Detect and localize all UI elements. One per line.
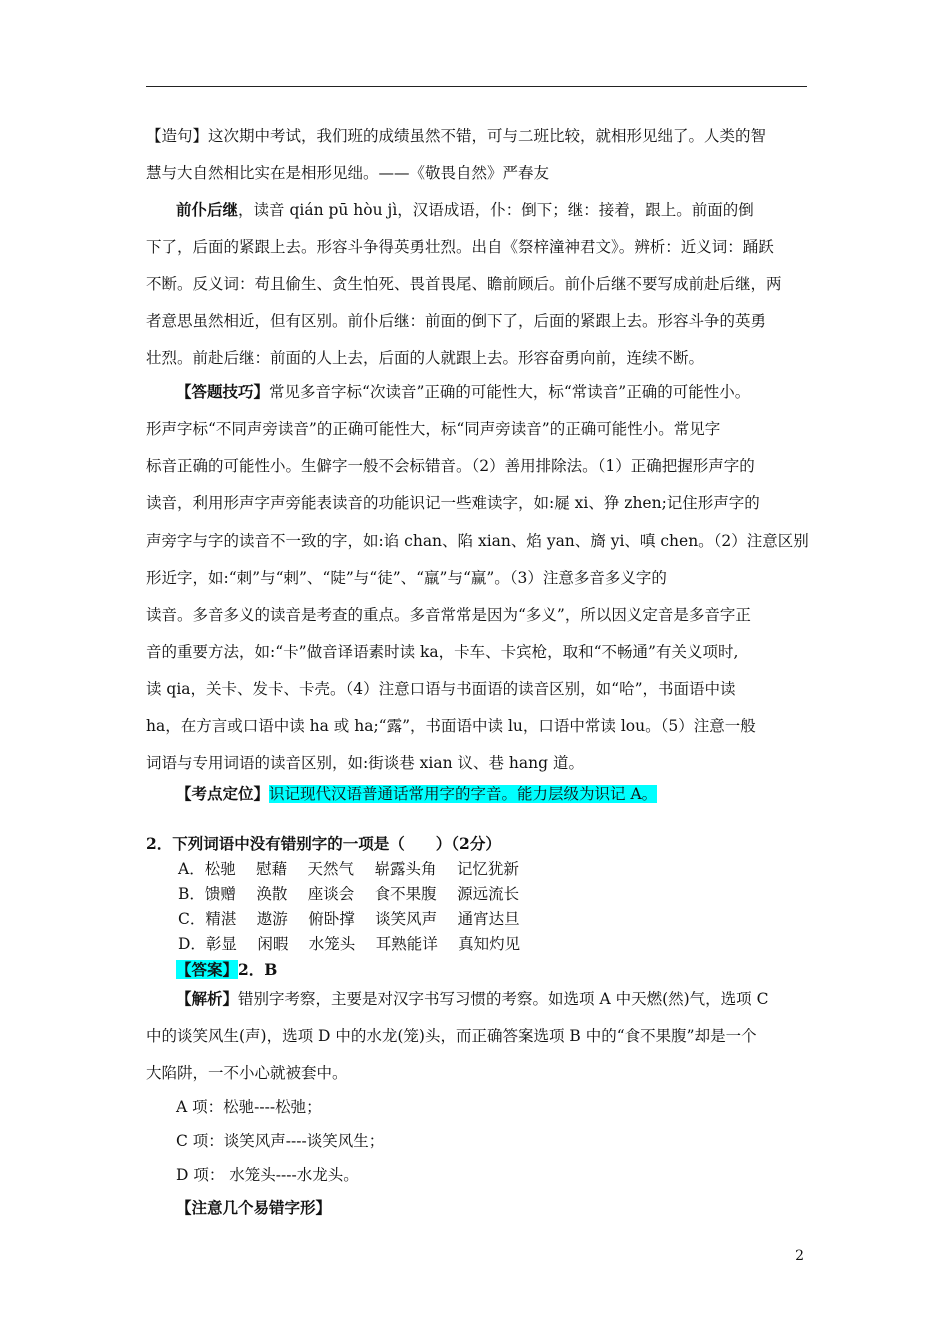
text-line: 【考点定位】识记现代汉语普通话常用字的字音。能力层级为识记 A。 [176, 784, 658, 803]
header-rule [146, 86, 807, 87]
text-line: 标音正确的可能性小。生僻字一般不会标错音。（2）善用排除法。（1）正确把握形声字的 [146, 457, 755, 475]
text-line: 读音。多音多义的读音是考查的重点。多音常常是因为“多义”，所以因义定音是多音字正 [146, 606, 751, 624]
text-line: 音的重要方法，如:“卡”做音译语素时读 ka，卡车、卡宾枪，取和“不畅通”有关义项时, [146, 643, 739, 661]
text-line: 前仆后继，读音 qián pū hòu jì，汉语成语，仆：倒下；继：接着，跟上。前面的倒 [176, 200, 754, 219]
text-line: 者意思虽然相近，但有区别。前仆后继：前面的倒下了，后面的紧跟上去。形容斗争的英勇 [146, 312, 767, 330]
option-c: C．精湛 遨游 俯卧撑 谈笑风声 通宵达旦 [178, 910, 520, 928]
text-line: C 项：谈笑风声----谈笑风生； [176, 1132, 385, 1150]
text-line: ha，在方言或口语中读 ha 或 ha;“露”，书面语中读 lu，口语中常读 lou。（5）注意一般 [146, 717, 756, 735]
option-d: D．彰显 闲暇 水笼头 耳熟能详 真知灼见 [178, 935, 521, 953]
text-line: 形近字，如:“刺”与“剌”、“陡”与“徒”、“羸”与“赢”。（3）注意多音多义字的 [146, 569, 667, 587]
text-line: 词语与专用词语的读音区别，如:街谈巷 xian 议、巷 hang 道。 [146, 754, 584, 772]
option-a: A．松驰 慰藉 天然气 崭露头角 记忆犹新 [178, 860, 519, 878]
answer-line: 【答案】2．B [176, 960, 278, 979]
text-line: 读音，利用形声字声旁能表读音的功能识记一些难读字，如:屣 xi、狰 zhen;记住形声字的 [146, 494, 760, 512]
section-heading: 【注意几个易错字形】 [176, 1198, 332, 1217]
text-line: 【解析】错别字考察，主要是对汉字书写习惯的考察。如选项 A 中天燃(然)气，选项 C [176, 989, 769, 1008]
text-line: 不断。反义词：苟且偷生、贪生怕死、畏首畏尾、瞻前顾后。前仆后继不要写成前赴后继，两 [146, 275, 782, 293]
text-line: 形声字标“不同声旁读音”的正确可能性大，标“同声旁读音”的正确可能性小。常见字 [146, 420, 721, 438]
text-line: 声旁字与字的读音不一致的字，如:谄 chan、陷 xian、焰 yan、旖 yi、嗔 chen。（2）注意区别 [146, 532, 809, 550]
text-line: 壮烈。前赴后继：前面的人上去，后面的人就跟上去。形容奋勇向前，连续不断。 [146, 349, 705, 367]
text-line: 下了，后面的紧跟上去。形容斗争得英勇壮烈。出自《祭梓潼神君文》。辨析：近义词：踊跃 [146, 238, 774, 256]
text-line: A 项：松驰----松弛； [176, 1098, 322, 1116]
text-line: 【造句】这次期中考试，我们班的成绩虽然不错，可与二班比较，就相形见绌了。人类的智 [146, 127, 767, 145]
text-line: 慧与大自然相比实在是相形见绌。——《敬畏自然》严春友 [146, 164, 550, 182]
question-title: 2．下列词语中没有错别字的一项是（ ）（2分） [146, 834, 501, 853]
option-b: B．馈赠 涣散 座谈会 食不果腹 源远流长 [178, 885, 520, 903]
highlighted-text: 识记现代汉语普通话常用字的字音。能力层级为识记 A。 [269, 785, 658, 803]
text-line: 读 qia，关卡、发卡、卡壳。（4）注意口语与书面语的读音区别，如“哈”，书面语中读 [146, 680, 736, 698]
page-number: 2 [795, 1248, 804, 1264]
text-line: 中的谈笑风生(声)，选项 D 中的水龙(笼)头，而正确答案选项 B 中的“食不果腹”却是一个 [146, 1027, 757, 1045]
text-line: 大陷阱，一不小心就被套中。 [146, 1064, 348, 1082]
text-line: 【答题技巧】常见多音字标“次读音”正确的可能性大，标“常读音”正确的可能性小。 [176, 382, 751, 401]
text-line: D 项： 水笼头----水龙头。 [176, 1166, 359, 1184]
